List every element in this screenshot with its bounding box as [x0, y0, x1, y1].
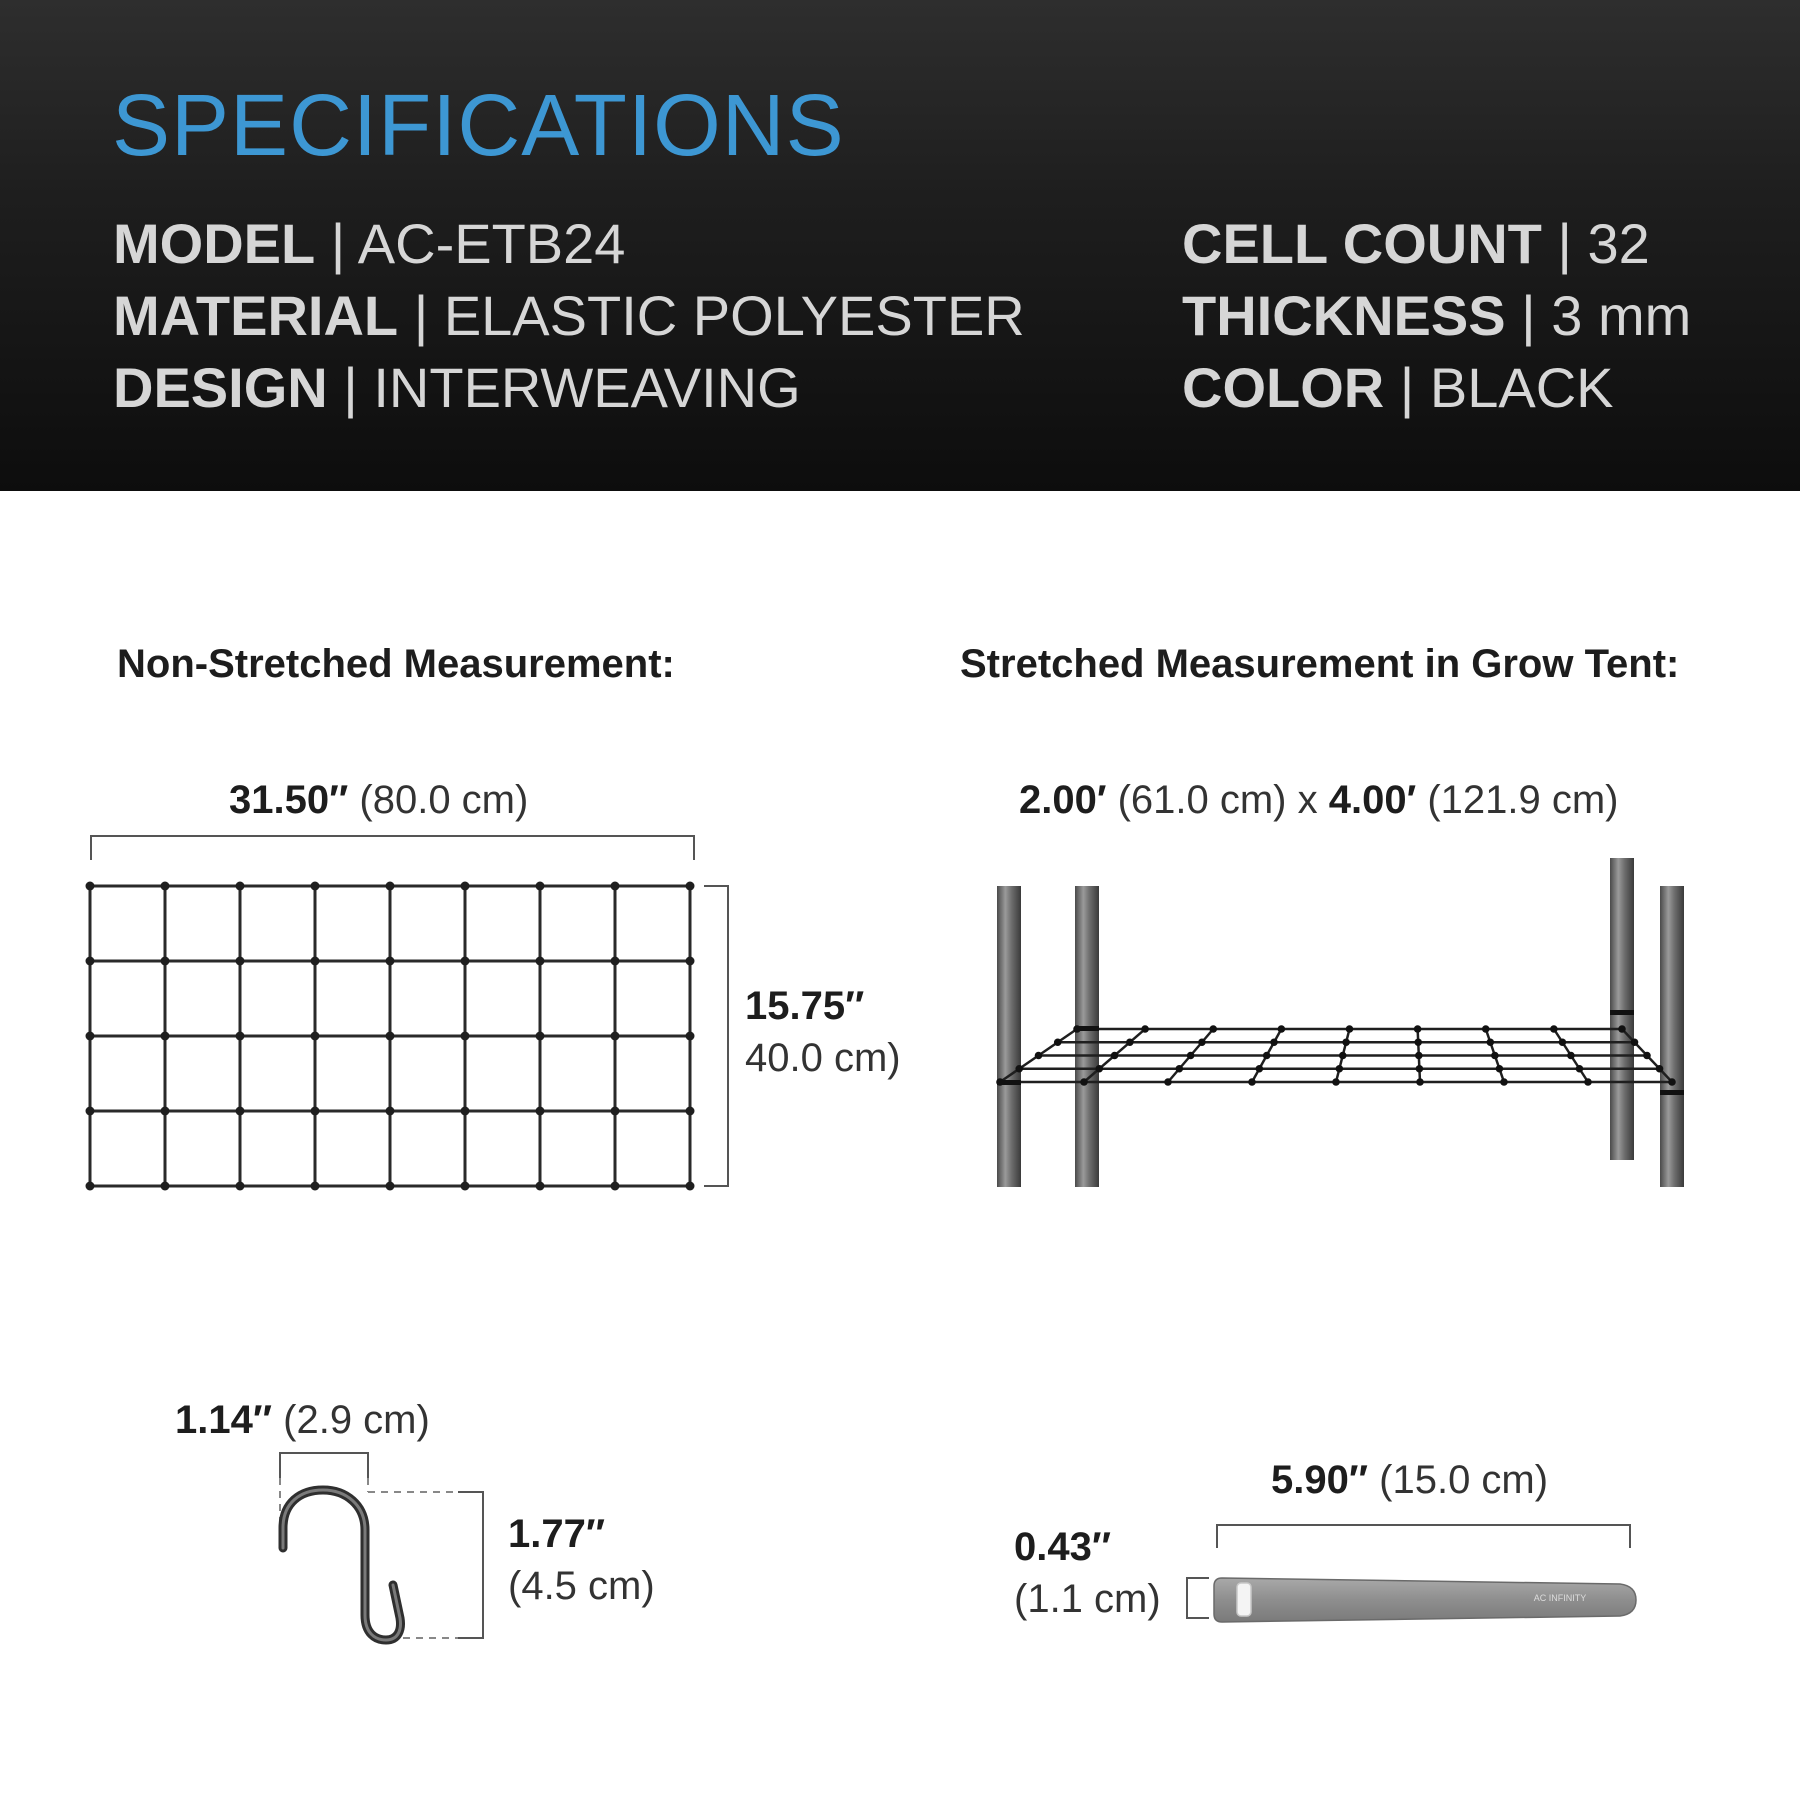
net-knot	[161, 1182, 170, 1191]
net-knot	[1656, 1065, 1664, 1073]
net-knot	[1054, 1038, 1062, 1046]
net-knot	[1584, 1078, 1592, 1086]
trellis-net-flat	[86, 882, 695, 1191]
net-knot	[1141, 1025, 1149, 1033]
net-knot	[686, 957, 695, 966]
net-knot	[1491, 1052, 1499, 1060]
page-title: SPECIFICATIONS	[112, 77, 845, 174]
net-knot	[1187, 1052, 1195, 1060]
net-knot	[686, 882, 695, 891]
net-knot	[1111, 1052, 1119, 1060]
tent-pole	[1660, 886, 1684, 1187]
net-knot	[1414, 1038, 1422, 1046]
net-knot	[386, 957, 395, 966]
non-stretched-title: Non-Stretched Measurement:	[117, 642, 675, 686]
net-knot	[161, 1032, 170, 1041]
net-knot	[1198, 1038, 1206, 1046]
net-knot	[1618, 1025, 1626, 1033]
spec-color: COLOR | BLACK	[1182, 356, 1614, 419]
tent-pole	[1610, 858, 1634, 1160]
net-knot	[1559, 1038, 1567, 1046]
net-knot	[536, 882, 545, 891]
net-knot	[461, 957, 470, 966]
net-knot	[1164, 1078, 1172, 1086]
spec-value: ELASTIC POLYESTER	[443, 284, 1025, 347]
net-knot	[1336, 1065, 1344, 1073]
net-knot	[1567, 1052, 1575, 1060]
net-knot	[461, 1032, 470, 1041]
spec-value: AC-ETB24	[357, 212, 626, 275]
tent-size-label: 2.00′ (61.0 cm) x 4.00′ (121.9 cm)	[1019, 778, 1619, 822]
net-knot	[236, 1107, 245, 1116]
net-knot	[386, 882, 395, 891]
spec-design: DESIGN | INTERWEAVING	[113, 356, 801, 419]
net-knot	[86, 1182, 95, 1191]
net-knot	[1550, 1025, 1558, 1033]
net-knot	[461, 882, 470, 891]
strap-width-bracket	[1187, 1578, 1209, 1618]
net-knot	[1576, 1065, 1584, 1073]
net-knot	[461, 1182, 470, 1191]
net-knot	[1500, 1078, 1508, 1086]
net-knot	[536, 1107, 545, 1116]
net-width-label: 31.50″ (80.0 cm)	[229, 778, 529, 822]
net-knot	[1015, 1065, 1023, 1073]
stretched-title: Stretched Measurement in Grow Tent:	[960, 642, 1680, 686]
net-knot	[386, 1182, 395, 1191]
net-knot	[236, 1182, 245, 1191]
net-knot	[1416, 1078, 1424, 1086]
net-knot	[236, 1032, 245, 1041]
net-knot	[1278, 1025, 1286, 1033]
net-knot	[1176, 1065, 1184, 1073]
grow-tent-frame	[997, 858, 1684, 1187]
net-knot	[611, 1032, 620, 1041]
spec-label: MODEL	[113, 212, 316, 275]
spec-label: MATERIAL	[113, 284, 399, 347]
net-knot	[1414, 1025, 1422, 1033]
net-knot	[1339, 1052, 1347, 1060]
net-knot	[611, 882, 620, 891]
net-knot	[311, 957, 320, 966]
net-knot	[1643, 1052, 1651, 1060]
net-knot	[161, 882, 170, 891]
net-knot	[611, 1182, 620, 1191]
net-knot	[536, 1182, 545, 1191]
spec-value: 3 mm	[1551, 284, 1692, 347]
net-knot	[461, 1107, 470, 1116]
hook-loop-strap-icon	[1214, 1578, 1636, 1622]
net-knot	[311, 1032, 320, 1041]
net-knot	[236, 957, 245, 966]
spec-cell-count: CELL COUNT | 32	[1182, 212, 1650, 275]
net-knot	[311, 1182, 320, 1191]
net-knot	[1496, 1065, 1504, 1073]
net-knot	[1263, 1052, 1271, 1060]
net-knot	[536, 1032, 545, 1041]
trellis-net-stretched	[996, 1010, 1684, 1095]
net-knot	[1415, 1052, 1423, 1060]
net-knot	[1482, 1025, 1490, 1033]
net-knot	[1126, 1038, 1134, 1046]
net-knot	[386, 1107, 395, 1116]
net-knot	[1209, 1025, 1217, 1033]
strap-brand-mark: AC INFINITY	[1533, 1593, 1587, 1603]
net-knot	[386, 1032, 395, 1041]
net-knot	[236, 882, 245, 891]
net-knot	[86, 1032, 95, 1041]
net-knot	[611, 957, 620, 966]
spec-label: DESIGN	[113, 356, 328, 419]
s-hook-icon	[283, 1490, 400, 1640]
net-knot	[161, 1107, 170, 1116]
net-knot	[1270, 1038, 1278, 1046]
net-knot	[1668, 1078, 1676, 1086]
net-knot	[1346, 1025, 1354, 1033]
net-knot	[1342, 1038, 1350, 1046]
net-width-bracket	[91, 836, 694, 860]
net-knot	[1332, 1078, 1340, 1086]
net-knot	[1035, 1052, 1043, 1060]
spec-label: CELL COUNT	[1182, 212, 1542, 275]
net-knot	[1487, 1038, 1495, 1046]
net-knot	[1080, 1078, 1088, 1086]
spec-material: MATERIAL | ELASTIC POLYESTER	[113, 284, 1025, 347]
net-knot	[161, 957, 170, 966]
net-height-bracket	[704, 886, 728, 1186]
spec-value: INTERWEAVING	[373, 356, 801, 419]
net-height-label: 15.75″ 40.0 cm)	[745, 984, 901, 1080]
hook-width-label: 1.14″ (2.9 cm)	[175, 1398, 430, 1442]
corner-strap	[997, 1080, 1021, 1085]
hook-dimension-guides	[280, 1453, 483, 1638]
net-knot	[311, 1107, 320, 1116]
net-knot	[611, 1107, 620, 1116]
net-knot	[536, 957, 545, 966]
tent-pole	[997, 886, 1021, 1187]
spec-thickness: THICKNESS | 3 mm	[1182, 284, 1692, 347]
net-knot	[686, 1182, 695, 1191]
net-knot	[1256, 1065, 1264, 1073]
tent-pole	[1075, 886, 1099, 1187]
corner-strap	[1075, 1026, 1099, 1031]
net-knot	[1416, 1065, 1424, 1073]
corner-strap	[1660, 1090, 1684, 1095]
spec-label: THICKNESS	[1182, 284, 1506, 347]
spec-label: COLOR	[1182, 356, 1385, 419]
net-knot	[86, 1107, 95, 1116]
hook-height-label: 1.77″ (4.5 cm)	[508, 1512, 655, 1608]
spec-value: BLACK	[1429, 356, 1614, 419]
spec-value: 32	[1587, 212, 1650, 275]
net-knot	[1248, 1078, 1256, 1086]
strap-length-label: 5.90″ (15.0 cm)	[1271, 1458, 1549, 1502]
strap-length-bracket	[1217, 1525, 1630, 1548]
strap-width-label: 0.43″ (1.1 cm)	[1014, 1525, 1161, 1621]
corner-strap	[1610, 1010, 1634, 1015]
net-knot	[1631, 1038, 1639, 1046]
net-knot	[86, 882, 95, 891]
net-knot	[311, 882, 320, 891]
strap-buckle	[1237, 1583, 1251, 1616]
net-knot	[686, 1032, 695, 1041]
spec-model: MODEL | AC-ETB24	[113, 212, 626, 275]
net-knot	[1095, 1065, 1103, 1073]
net-knot	[86, 957, 95, 966]
net-knot	[686, 1107, 695, 1116]
